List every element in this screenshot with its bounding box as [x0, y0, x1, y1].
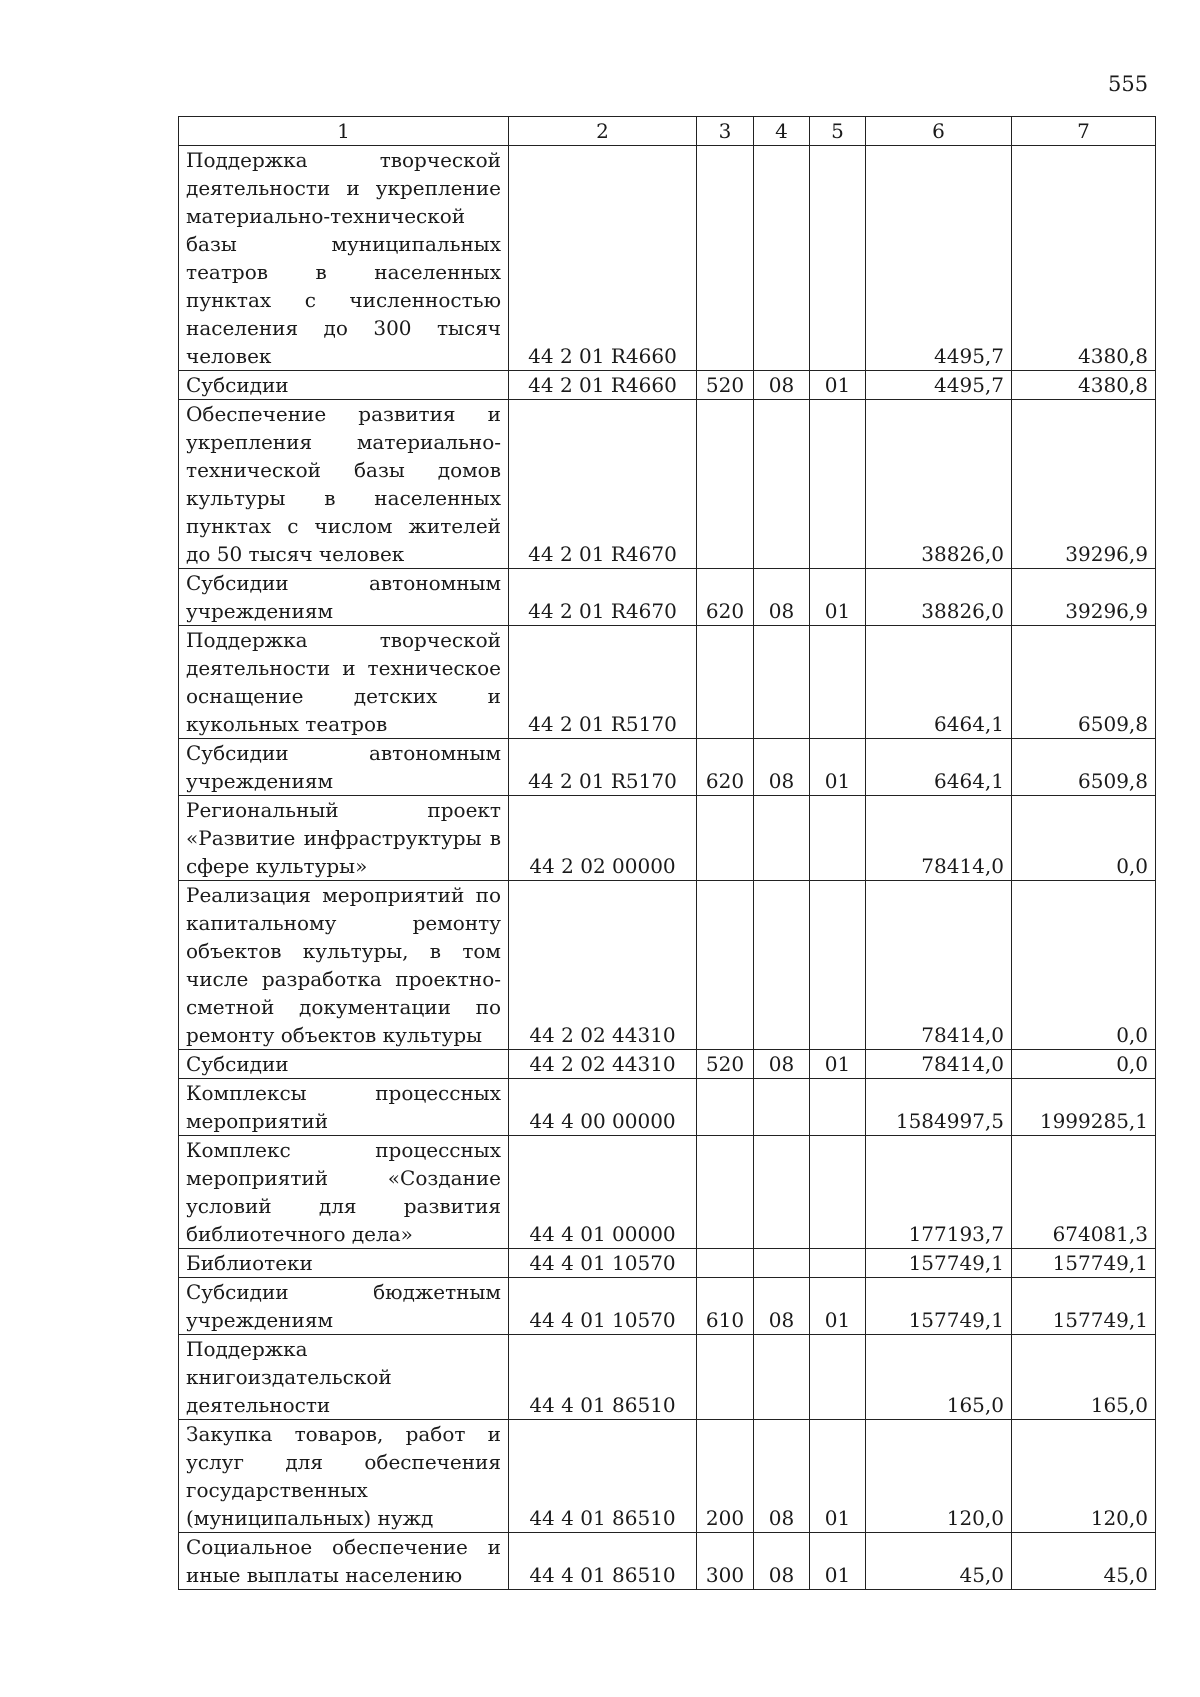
- row-name-cell: Региональный проект «Развитие инфраструктуры в сфере культуры»: [179, 796, 509, 881]
- row-col5-cell: [810, 796, 866, 881]
- row-col7-value: 6509,8: [1012, 739, 1156, 796]
- row-col3-cell: [697, 796, 754, 881]
- row-col4-cell: 08: [754, 1278, 810, 1335]
- table-row: [179, 1050, 1156, 1079]
- row-name-cell: Реализация мероприятий по капитальному ремонту объектов культуры, в том числе разработка проектно-сметной документации по ремонту объектов культуры: [179, 881, 509, 1050]
- row-col4-cell: 08: [754, 1533, 810, 1590]
- row-col4-cell: 08: [754, 569, 810, 626]
- row-code-cell: 44 4 01 10570: [509, 1249, 697, 1278]
- column-header: 7: [1012, 117, 1156, 146]
- row-col6-value: 157749,1: [866, 1278, 1012, 1335]
- table-row: [179, 400, 1156, 569]
- row-col5-cell: 01: [810, 569, 866, 626]
- row-col6-value: 157749,1: [866, 1249, 1012, 1278]
- row-col4-cell: [754, 1335, 810, 1420]
- row-code-cell: 44 4 01 86510: [509, 1335, 697, 1420]
- row-col7-value: 45,0: [1012, 1533, 1156, 1590]
- row-col3-cell: [697, 1136, 754, 1249]
- row-col4-cell: [754, 1079, 810, 1136]
- row-col6-value: 165,0: [866, 1335, 1012, 1420]
- row-name-cell: Социальное обеспечение и иные выплаты населению: [179, 1533, 509, 1590]
- column-header: 3: [697, 117, 754, 146]
- header-row: [179, 117, 1156, 146]
- row-col4-cell: [754, 1249, 810, 1278]
- row-col5-cell: [810, 400, 866, 569]
- row-col6-value: 38826,0: [866, 569, 1012, 626]
- row-col4-cell: 08: [754, 1420, 810, 1533]
- table-row: [179, 569, 1156, 626]
- row-code-cell: 44 2 01 R5170: [509, 626, 697, 739]
- column-header: 4: [754, 117, 810, 146]
- row-name-cell: Поддержка творческой деятельности и укрепление материально-технической базы муниципальных театров в населенных пунктах с численностью населения до 300 тысяч человек: [179, 146, 509, 371]
- row-col6-value: 120,0: [866, 1420, 1012, 1533]
- row-col7-value: 0,0: [1012, 796, 1156, 881]
- row-col7-value: 165,0: [1012, 1335, 1156, 1420]
- table-row: [179, 1136, 1156, 1249]
- row-col4-cell: [754, 400, 810, 569]
- row-col5-cell: 01: [810, 1420, 866, 1533]
- row-code-cell: 44 2 01 R5170: [509, 739, 697, 796]
- row-col5-cell: 01: [810, 1050, 866, 1079]
- row-col7-value: 674081,3: [1012, 1136, 1156, 1249]
- row-name-cell: Субсидии автономным учреждениям: [179, 739, 509, 796]
- row-col5-cell: [810, 146, 866, 371]
- row-col7-value: 0,0: [1012, 1050, 1156, 1079]
- row-name-cell: Поддержка книгоиздательской деятельности: [179, 1335, 509, 1420]
- row-col5-cell: [810, 1249, 866, 1278]
- row-col3-cell: 620: [697, 569, 754, 626]
- row-code-cell: 44 4 01 86510: [509, 1420, 697, 1533]
- row-col7-value: 0,0: [1012, 881, 1156, 1050]
- row-name-cell: Обеспечение развития и укрепления материально-технической базы домов культуры в населенных пунктах с числом жителей до 50 тысяч человек: [179, 400, 509, 569]
- row-name-cell: Закупка товаров, работ и услуг для обеспечения государственных (муниципальных) нужд: [179, 1420, 509, 1533]
- row-name-cell: Субсидии: [179, 1050, 509, 1079]
- row-name-cell: Субсидии: [179, 371, 509, 400]
- table-row: [179, 796, 1156, 881]
- row-col5-cell: [810, 1079, 866, 1136]
- row-code-cell: 44 2 02 00000: [509, 796, 697, 881]
- row-col3-cell: 610: [697, 1278, 754, 1335]
- row-col6-value: 78414,0: [866, 796, 1012, 881]
- row-col4-cell: [754, 626, 810, 739]
- row-col6-value: 78414,0: [866, 881, 1012, 1050]
- row-col6-value: 4495,7: [866, 371, 1012, 400]
- row-col3-cell: [697, 146, 754, 371]
- row-col4-cell: 08: [754, 739, 810, 796]
- row-name-cell: Субсидии бюджетным учреждениям: [179, 1278, 509, 1335]
- row-col6-value: 6464,1: [866, 739, 1012, 796]
- row-code-cell: 44 4 00 00000: [509, 1079, 697, 1136]
- budget-table: [178, 116, 1156, 1590]
- row-col4-cell: [754, 881, 810, 1050]
- row-col5-cell: 01: [810, 1533, 866, 1590]
- row-col7-value: 39296,9: [1012, 400, 1156, 569]
- row-col3-cell: [697, 400, 754, 569]
- row-col5-cell: 01: [810, 371, 866, 400]
- row-col5-cell: 01: [810, 739, 866, 796]
- row-col4-cell: 08: [754, 371, 810, 400]
- row-col7-value: 1999285,1: [1012, 1079, 1156, 1136]
- row-col3-cell: 520: [697, 371, 754, 400]
- row-col3-cell: [697, 1249, 754, 1278]
- table-row: [179, 371, 1156, 400]
- table-row: [179, 1533, 1156, 1590]
- table-row: [179, 1278, 1156, 1335]
- row-col3-cell: [697, 881, 754, 1050]
- row-col3-cell: [697, 1079, 754, 1136]
- row-col7-value: 4380,8: [1012, 146, 1156, 371]
- table-row: [179, 881, 1156, 1050]
- row-col3-cell: 520: [697, 1050, 754, 1079]
- row-code-cell: 44 2 01 R4660: [509, 146, 697, 371]
- column-header: 1: [179, 117, 509, 146]
- row-col5-cell: [810, 1335, 866, 1420]
- row-col3-cell: [697, 1335, 754, 1420]
- row-col6-value: 4495,7: [866, 146, 1012, 371]
- row-col3-cell: [697, 626, 754, 739]
- row-col7-value: 157749,1: [1012, 1278, 1156, 1335]
- row-code-cell: 44 2 01 R4670: [509, 569, 697, 626]
- row-code-cell: 44 2 01 R4660: [509, 371, 697, 400]
- row-name-cell: Поддержка творческой деятельности и техническое оснащение детских и кукольных театров: [179, 626, 509, 739]
- row-code-cell: 44 2 02 44310: [509, 1050, 697, 1079]
- row-col6-value: 177193,7: [866, 1136, 1012, 1249]
- row-col7-value: 157749,1: [1012, 1249, 1156, 1278]
- row-col3-cell: 200: [697, 1420, 754, 1533]
- row-col6-value: 38826,0: [866, 400, 1012, 569]
- row-col4-cell: [754, 1136, 810, 1249]
- row-code-cell: 44 4 01 10570: [509, 1278, 697, 1335]
- row-col4-cell: 08: [754, 1050, 810, 1079]
- row-col6-value: 45,0: [866, 1533, 1012, 1590]
- row-code-cell: 44 4 01 86510: [509, 1533, 697, 1590]
- table-row: [179, 1249, 1156, 1278]
- row-name-cell: Библиотеки: [179, 1249, 509, 1278]
- row-col6-value: 6464,1: [866, 626, 1012, 739]
- row-col6-value: 1584997,5: [866, 1079, 1012, 1136]
- row-col5-cell: 01: [810, 1278, 866, 1335]
- row-name-cell: Субсидии автономным учреждениям: [179, 569, 509, 626]
- row-col4-cell: [754, 146, 810, 371]
- row-col5-cell: [810, 626, 866, 739]
- column-header: 6: [866, 117, 1012, 146]
- row-col6-value: 78414,0: [866, 1050, 1012, 1079]
- table-row: [179, 1335, 1156, 1420]
- table-body: [179, 146, 1156, 1590]
- row-col7-value: 39296,9: [1012, 569, 1156, 626]
- row-col7-value: 4380,8: [1012, 371, 1156, 400]
- row-code-cell: 44 4 01 00000: [509, 1136, 697, 1249]
- row-col5-cell: [810, 881, 866, 1050]
- table-row: [179, 739, 1156, 796]
- table-row: [179, 1420, 1156, 1533]
- row-col7-value: 6509,8: [1012, 626, 1156, 739]
- row-col3-cell: 300: [697, 1533, 754, 1590]
- page-number: 555: [1108, 72, 1149, 96]
- row-col3-cell: 620: [697, 739, 754, 796]
- column-header: 2: [509, 117, 697, 146]
- row-code-cell: 44 2 01 R4670: [509, 400, 697, 569]
- table-row: [179, 146, 1156, 371]
- column-header: 5: [810, 117, 866, 146]
- row-col4-cell: [754, 796, 810, 881]
- row-name-cell: Комплексы процессных мероприятий: [179, 1079, 509, 1136]
- row-code-cell: 44 2 02 44310: [509, 881, 697, 1050]
- table-row: [179, 626, 1156, 739]
- row-col5-cell: [810, 1136, 866, 1249]
- table-row: [179, 1079, 1156, 1136]
- row-name-cell: Комплекс процессных мероприятий «Создание условий для развития библиотечного дела»: [179, 1136, 509, 1249]
- row-col7-value: 120,0: [1012, 1420, 1156, 1533]
